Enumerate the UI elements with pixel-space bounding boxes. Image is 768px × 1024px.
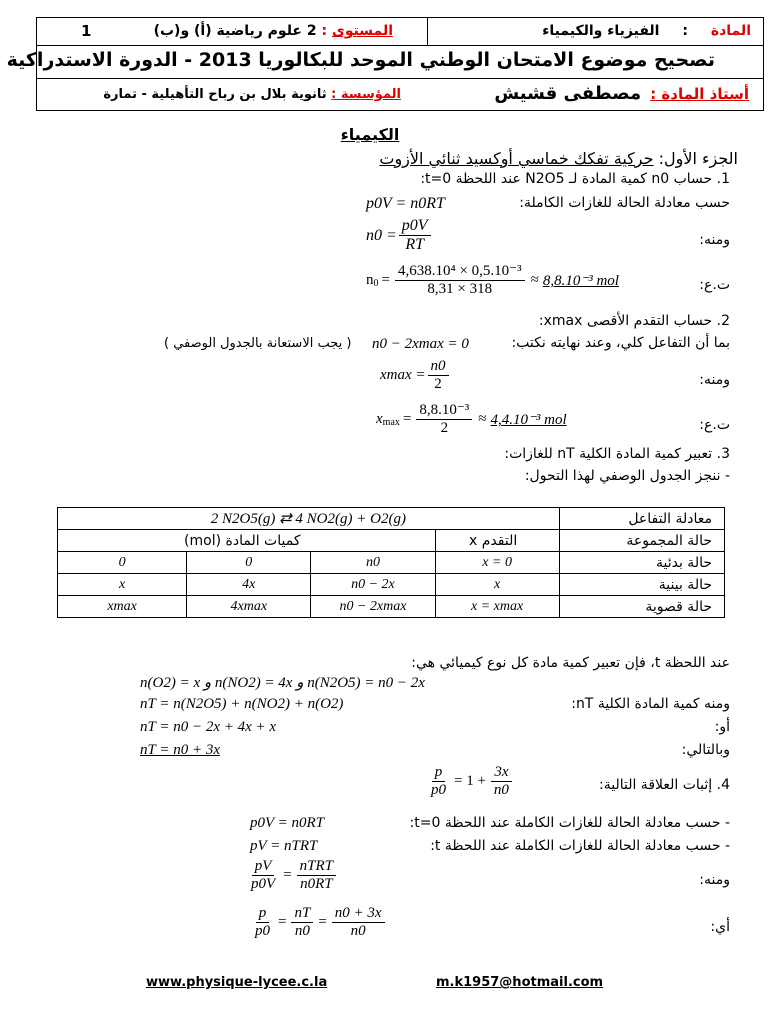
q1-frac-den: RT bbox=[405, 236, 425, 254]
q4-r2-num2: nT bbox=[291, 905, 313, 923]
q2-frac-den: 2 bbox=[434, 376, 442, 393]
q4-r1-num2: nTRT bbox=[297, 858, 336, 876]
level-row bbox=[154, 23, 393, 39]
cell-n2o5: n0 − 2x bbox=[311, 574, 435, 596]
q4-rel-mid: = 1 + bbox=[454, 773, 486, 790]
subject-value: الفيزياء والكيمياء bbox=[542, 23, 660, 39]
q2-result: 4,4.10⁻³ mol bbox=[490, 412, 567, 429]
table-reaction: 2 N2O5(g) ⇄ 4 NO2(g) + O2(g) bbox=[58, 508, 560, 530]
q2-frac-num: n0 bbox=[428, 358, 449, 376]
q1-num-formula: n 0 = $\frac{\text{4,638.10⁴ × 0,5.10⁻³}}{8,31 \times 318}$ ≈ 8,8.10⁻³ mol bbox=[366, 263, 619, 298]
q3-sub: - ننجز الجدول الوصفي لهذا التحول: bbox=[524, 468, 730, 484]
q3-amounts-eq: n(O2) = x و n(NO2) = 4x و n(N2O5) = n0 − 2x bbox=[140, 675, 425, 691]
q2-xmax-formula bbox=[380, 358, 451, 394]
q1-num-app: ت.ع: bbox=[699, 277, 730, 293]
q4-ie: أي: bbox=[710, 919, 730, 935]
table-row-intermediate bbox=[58, 574, 725, 596]
cell-state: حالة بدئية bbox=[559, 552, 724, 574]
q4-r1-num: pV bbox=[252, 858, 275, 876]
q3-or-eq: nT = n0 − 2x + 4x + x bbox=[140, 719, 277, 735]
section-title: الكيمياء bbox=[340, 125, 400, 144]
part-label: الجزء الأول: bbox=[658, 149, 738, 168]
table-state-label: حالة المجموعة bbox=[559, 530, 724, 552]
cell-o2: x bbox=[58, 574, 187, 596]
cell-state: حالة قصوية bbox=[559, 596, 724, 618]
q4-eq-t: pV = nTRT bbox=[250, 838, 318, 854]
q4-law-t: - حسب معادلة الحالة للغازات الكاملة عند اللحظة t: bbox=[430, 838, 730, 854]
q4-r2-num3: n0 + 3x bbox=[332, 905, 385, 923]
q3-at-t: عند اللحظة t، فإن تعبير كمية مادة كل نوع كيميائي هي: bbox=[411, 655, 730, 671]
subject-label: المادة bbox=[710, 23, 751, 39]
q3-text: 3. تعبير كمية المادة الكلية nT للغازات: bbox=[504, 446, 730, 462]
q2-text: 2. حساب التقدم الأقصى xmax: bbox=[538, 313, 730, 329]
q3-total-label: ومنه كمية المادة الكلية nT: bbox=[571, 696, 730, 712]
q4-ratio2: $\frac{p}{p0}$ = $\frac{nT}{n0}$ = $\frac{n0 + 3x}{n0}$ bbox=[250, 905, 387, 941]
school-label: المؤسسة : bbox=[331, 87, 401, 102]
q1-law-eq: p0V = n0RT bbox=[366, 195, 445, 212]
q4-r1-den: p0V bbox=[251, 876, 276, 893]
q2-note: ( يجب الاستعانة بالجدول الوصفي ) bbox=[164, 336, 352, 351]
q1-text: 1. حساب n0 كمية المادة لـ N2O5 عند اللحظة t=0: bbox=[420, 171, 730, 187]
footer-email[interactable]: m.k1957@hotmail.com bbox=[436, 975, 604, 990]
part-title: حركية تفكك خماسي أوكسيد ثنائي الأزوت bbox=[379, 149, 654, 168]
teacher-name: مصطفى قشيش bbox=[494, 83, 642, 104]
q2-complete: بما أن التفاعل كلي، وعند نهايته نكتب: bbox=[511, 335, 730, 351]
school-value: ثانوية بلال بن رباح التأهيلية - تمارة bbox=[103, 87, 327, 102]
q3-or-label: أو: bbox=[714, 719, 730, 735]
cell-x: x = xmax bbox=[435, 596, 559, 618]
q4-law-t0: - حسب معادلة الحالة للغازات الكاملة عند اللحظة t=0: bbox=[409, 815, 730, 831]
q4-hence: ومنه: bbox=[699, 872, 730, 888]
q1-hence: ومنه: bbox=[699, 232, 730, 248]
cell-no2: 4xmax bbox=[187, 596, 311, 618]
q1-result: 8,8.10⁻³ mol bbox=[542, 273, 619, 290]
level-label: المستوى bbox=[331, 23, 393, 39]
q1-frac-num: p0V bbox=[399, 217, 431, 236]
q2-num-den: 2 bbox=[440, 420, 449, 437]
q4-eq-t0: p0V = n0RT bbox=[250, 815, 325, 831]
subject-row bbox=[542, 23, 751, 39]
q4-rel-num2: 3x bbox=[491, 764, 511, 782]
school-row bbox=[103, 87, 401, 102]
q1-num-num: 4,638.10⁴ × 0,5.10⁻³ bbox=[395, 263, 525, 281]
q2-num-app: ت.ع: bbox=[699, 417, 730, 433]
q3-thus-eq: nT = n0 + 3x bbox=[140, 742, 220, 758]
level-sep: : bbox=[321, 23, 328, 39]
teacher-label: أستاذ المادة : bbox=[650, 85, 749, 103]
cell-state: حالة بينية bbox=[559, 574, 724, 596]
q4-r1-den2: n0RT bbox=[300, 876, 333, 893]
q1-n0-formula bbox=[366, 217, 433, 255]
teacher-row bbox=[494, 83, 749, 104]
exam-title: تصحيح موضوع الامتحان الوطني الموحد للبكالوريا 2013 - الدورة الاستدراكية bbox=[6, 49, 715, 71]
footer-website[interactable]: www.physique-lycee.c.la bbox=[146, 975, 328, 990]
q4-r2-den: p0 bbox=[255, 923, 270, 940]
cell-n2o5: n0 − 2xmax bbox=[311, 596, 435, 618]
cell-o2: 0 bbox=[58, 552, 187, 574]
q3-thus-label: وبالتالي: bbox=[681, 742, 730, 758]
q4-text: 4. إثبات العلاقة التالية: bbox=[599, 777, 730, 793]
table-amounts-label: كميات المادة (mol) bbox=[58, 530, 436, 552]
cell-x: x = 0 bbox=[435, 552, 559, 574]
level-value: 2 علوم رياضية (أ) و(ب) bbox=[153, 23, 317, 39]
q1-n0-lhs: n0 = bbox=[366, 226, 397, 244]
cell-n2o5: n0 bbox=[311, 552, 435, 574]
cell-x: x bbox=[435, 574, 559, 596]
q2-eq: n0 − 2xmax = 0 bbox=[372, 336, 469, 352]
q4-rel-den2: n0 bbox=[493, 782, 509, 799]
page-number: 1 bbox=[81, 22, 92, 40]
q4-rel-num: p bbox=[432, 764, 446, 782]
header-box bbox=[6, 17, 764, 111]
q1-law: حسب معادلة الحالة للغازات الكاملة: bbox=[519, 195, 730, 211]
q2-hence: ومنه: bbox=[699, 372, 730, 388]
subject-sep: : bbox=[682, 23, 688, 39]
progress-table bbox=[57, 507, 725, 618]
table-advance-label: التقدم x bbox=[435, 530, 559, 552]
part-heading bbox=[379, 149, 738, 168]
table-row-initial bbox=[58, 552, 725, 574]
q4-rel-den: p0 bbox=[431, 782, 446, 799]
q4-ratio1: $\frac{pV}{p0V}$ = $\frac{\text{nTRT}}{n0RT}$ bbox=[246, 858, 338, 894]
table-row-final bbox=[58, 596, 725, 618]
q4-r2-num: p bbox=[256, 905, 270, 923]
q1-num-den: 8,31 × 318 bbox=[427, 281, 493, 298]
table-reaction-label: معادلة التفاعل bbox=[559, 508, 724, 530]
cell-o2: xmax bbox=[58, 596, 187, 618]
q2-xmax-lhs: xmax = bbox=[380, 367, 426, 384]
cell-no2: 0 bbox=[187, 552, 311, 574]
q4-r2-den2: n0 bbox=[294, 923, 310, 940]
cell-no2: 4x bbox=[187, 574, 311, 596]
q2-num-num: 8,8.10⁻³ bbox=[416, 402, 472, 420]
q3-total-eq: nT = n(N2O5) + n(NO2) + n(O2) bbox=[140, 696, 344, 712]
q2-num-formula: x max = $\frac{\text{8,8.10⁻³}}{2}$ ≈ 4,4.10⁻³ mol bbox=[376, 402, 567, 437]
q4-r2-den3: n0 bbox=[350, 923, 366, 940]
q4-relation bbox=[426, 764, 514, 800]
